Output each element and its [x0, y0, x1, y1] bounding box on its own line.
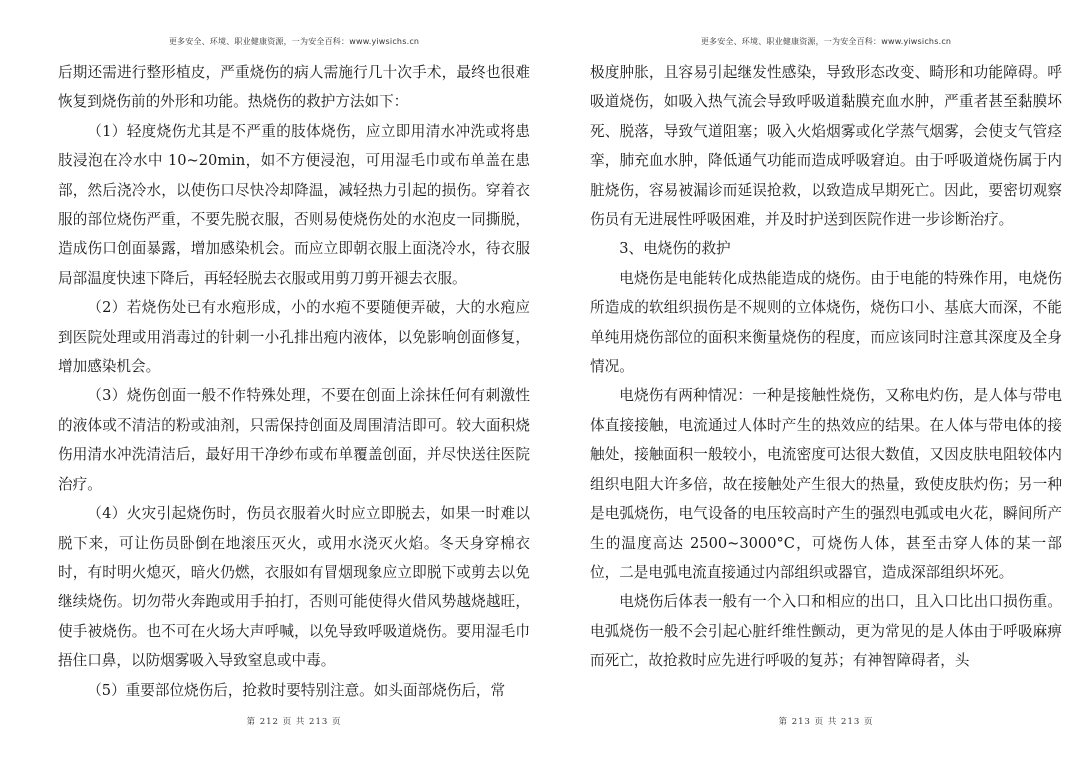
paragraph: （5）重要部位烧伤后，抢救时要特别注意。如头面部烧伤后，常: [87, 681, 506, 699]
paragraph: （2）若烧伤处已有水疱形成，小的水疱不要随便弄破，大的水疱应到医院处理或用消毒过的针刺一小孔排出疱内液体，以免影响创面修复，增加感染机会。: [58, 299, 530, 376]
paragraph: 极度肿胀，且容易引起继发性感染，导致形态改变、畸形和功能障碍。呼吸道烧伤，如吸入热气流会导致呼吸道黏膜充血水肿，严重者甚至黏膜坏死、脱落，导致气道阻塞；吸入火焰烟雾或化学蒸气烟雾，会使支气管痉挛，肺充血水肿，降低通气功能而造成呼吸窘迫。由于呼吸道烧伤属于内脏烧伤，容易被漏诊而延误抢救，以致造成早期死亡。因此，要密切观察伤员有无进展性呼吸困难，并及时护送到医院作进一步诊断治疗。: [590, 64, 1062, 229]
section-heading: 3、电烧伤的救护: [619, 240, 731, 258]
paragraph: 电烧伤后体表一般有一个入口和相应的出口，且入口比出口损伤重。电弧烧伤一般不会引起心脏纤维性颤动，更为常见的是人体由于呼吸麻痹而死亡，故抢救时应先进行呼吸的复苏；有神智障碍者，头: [590, 593, 1062, 670]
page-header: 更多安全、环境、职业健康资源，一为安全百科：www.yiwsichs.cn: [700, 37, 952, 46]
left-page: [58, 0, 530, 763]
paragraph: 电烧伤是电能转化成热能造成的烧伤。由于电能的特殊作用，电烧伤所造成的软组织损伤是不规则的立体烧伤，烧伤口小、基底大而深，不能单纯用烧伤部位的面积来衡量烧伤的程度，而应该同时注意其深度及全身情况。: [590, 269, 1062, 376]
right-page: [590, 0, 1062, 763]
paragraph: （4）火灾引起烧伤时，伤员衣服着火时应立即脱去，如果一时难以脱下来，可让伤员卧倒在地滚压灭火，或用水浇灭火焰。冬天身穿棉衣时，有时明火熄灭，暗火仍燃，衣服如有冒烟现象应立即脱下或剪去以免继续烧伤。切勿带火奔跑或用手拍打，否则可能使得火借风势越烧越旺，使手被烧伤。也不可在火场大声呼喊，以免导致呼吸道烧伤。要用湿毛巾捂住口鼻，以防烟雾吸入导致窒息或中毒。: [58, 505, 530, 670]
page-number: 第 213 页 共 213 页: [778, 717, 874, 727]
paragraph: （1）轻度烧伤尤其是不严重的肢体烧伤，应立即用清水冲洗或将患肢浸泡在冷水中 10~20min，如不方便浸泡，可用湿毛巾或布单盖在患部，然后浇冷水，以使伤口尽快冷却降温，减轻热力引起的损伤。穿着衣服的部位烧伤严重，不要先脱衣服，否则易使烧伤处的水泡皮一同撕脱，造成伤口创面暴露，增加感染机会。而应立即朝衣服上面浇冷水，待衣服局部温度快速下降后，再轻轻脱去衣服或用剪刀剪开褪去衣服。: [58, 122, 530, 287]
paragraph: 后期还需进行整形植皮，严重烧伤的病人需施行几十次手术，最终也很难恢复到烧伤前的外形和功能。热烧伤的救护方法如下：: [58, 64, 530, 111]
page-body: [58, 58, 530, 705]
page-header: 更多安全、环境、职业健康资源，一为安全百科：www.yiwsichs.cn: [168, 37, 420, 46]
paragraph: 电烧伤有两种情况：一种是接触性烧伤，又称电灼伤，是人体与带电体直接接触，电流通过人体时产生的热效应的结果。在人体与带电体的接触处，接触面积一般较小，电流密度可达很大数值，又因皮肤电阻较体内组织电阻大许多倍，故在接触处产生很大的热量，致使皮肤灼伤；另一种是电弧烧伤，电气设备的电压较高时产生的强烈电弧或电火花，瞬间所产生的温度高达 2500~3000°C，可烧伤人体，甚至击穿人体的某一部位，二是电弧电流直接通过内部组织或器官，造成深部组织坏死。: [590, 387, 1062, 581]
page-number: 第 212 页 共 213 页: [246, 717, 342, 727]
paragraph: （3）烧伤创面一般不作特殊处理，不要在创面上涂抹任何有刺激性的液体或不清洁的粉或油剂，只需保持创面及周围清洁即可。较大面积烧伤用清水冲洗清洁后，最好用干净纱布或布单覆盖创面，并尽快送往医院治疗。: [58, 387, 530, 493]
page-body: [590, 58, 1062, 676]
